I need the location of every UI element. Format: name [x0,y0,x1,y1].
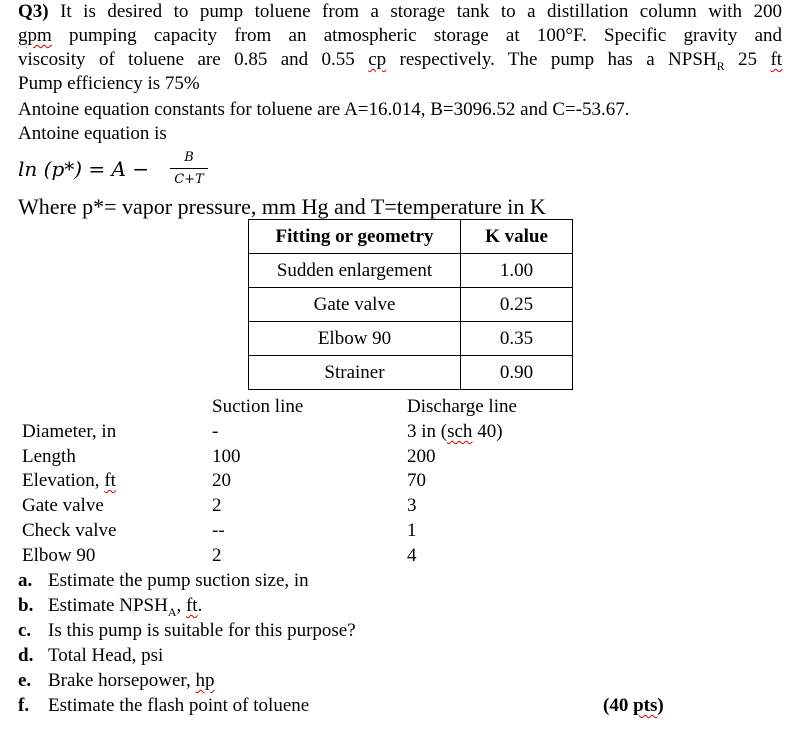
question-label: Q3) [18,1,49,22]
intro-text-3b: respectively. The pump has a NPSH [399,49,717,70]
question-letter: b. [18,595,34,616]
intro-line-5: Antoine equation constants for toluene are A=16.014, B=3096.52 and C=-53.67. [18,99,630,120]
table-row [249,356,573,390]
suction-length: 100 [212,446,241,467]
question-text: Brake horsepower, [48,670,196,691]
table-row [249,254,573,288]
hp-word: hp [195,670,215,691]
suction-gate-valve: 2 [212,495,222,516]
k-table-header-row [249,220,573,254]
gpm-word: gpm [18,25,52,46]
intro-line-4: Pump efficiency is 75% [18,73,200,94]
discharge-diameter-b: 40) [472,421,503,442]
k-table-cell: Strainer [249,356,461,390]
row-label-elbow: Elbow 90 [22,545,96,566]
suction-elevation: 20 [212,470,231,491]
question-text: Estimate the pump suction size, in [48,570,309,591]
intro-text-3a: viscosity of toluene are 0.85 and 0.55 [18,49,355,70]
intro-text-2: pumping capacity from an atmospheric storage at 100°F. Specific gravity and [69,25,783,46]
row-label-length: Length [22,446,76,467]
table-row [249,288,573,322]
intro-line-1 [18,1,782,23]
question-a [18,570,309,592]
intro-line-6: Antoine equation is [18,123,167,144]
sch-word: sch [447,421,473,442]
discharge-line-header: Discharge line [407,396,517,417]
intro-text-1: It is desired to pump toluene from a storage tank to a distillation column with 200 [60,1,782,22]
discharge-diameter-a: 3 in ( [407,421,448,442]
cp-word: cp [368,49,387,70]
question-letter: c. [18,620,32,641]
question-letter: e. [18,670,32,691]
k-table-header-k: K value [461,220,573,254]
discharge-diameter [407,421,503,443]
row-label-diameter: Diameter, in [22,421,117,442]
suction-elbow: 2 [212,545,222,566]
k-table-cell: Gate valve [249,288,461,322]
question-f [18,695,309,717]
discharge-length: 200 [407,446,436,467]
npsh-subscript-a: A [167,604,177,619]
question-text: . [197,595,203,616]
question-text: , [176,595,186,616]
k-table-cell: 0.90 [461,356,573,390]
table-row [249,322,573,356]
question-text: Estimate NPSH [48,595,168,616]
question-text: Total Head, psi [48,645,164,666]
question-text: Is this pump is suitable for this purpose? [48,620,356,641]
points-text: (40 [603,695,634,716]
question-letter: d. [18,645,34,666]
intro-line-7: Where p*= vapor pressure, mm Hg and T=temperature in K [18,194,546,219]
ft-word: ft [185,595,198,616]
ft-word: ft [770,49,783,70]
elevation-label-a: Elevation, [22,470,105,491]
intro-text-3c: 25 [738,49,758,70]
antoine-equation-lhs: ln (p*) = A − [18,157,150,181]
question-c [18,620,356,642]
discharge-elevation: 70 [407,470,426,491]
discharge-elbow: 4 [407,545,417,566]
suction-check-valve: -- [212,520,225,541]
k-table-cell: Sudden enlargement [249,254,461,288]
row-label-elevation [22,470,116,492]
k-table-cell: 0.35 [461,322,573,356]
discharge-check-valve: 1 [407,520,417,541]
row-label-gate-valve: Gate valve [22,495,104,516]
points-text: ) [657,695,664,716]
k-table-cell: Elbow 90 [249,322,461,356]
question-letter: a. [18,570,33,591]
elevation-ft-word: ft [104,470,116,491]
k-table-header-fitting: Fitting or geometry [249,220,461,254]
discharge-gate-valve: 3 [407,495,417,516]
points-label [603,695,664,717]
intro-line-2 [18,25,782,47]
antoine-equation-denominator: C+T [174,172,204,187]
question-b [18,595,202,623]
suction-diameter: - [212,421,219,442]
pts-word: pts [633,695,658,716]
k-table-cell: 0.25 [461,288,573,322]
question-text: Estimate the flash point of toluene [48,695,310,716]
npsh-subscript-r: R [716,58,725,73]
antoine-equation-numerator: B [184,150,194,165]
k-value-table [248,219,573,390]
question-d [18,645,163,667]
row-label-check-valve: Check valve [22,520,117,541]
suction-line-header: Suction line [212,396,304,417]
fraction-bar [170,168,208,169]
question-letter: f. [18,695,30,716]
k-table-cell: 1.00 [461,254,573,288]
question-e [18,670,215,692]
